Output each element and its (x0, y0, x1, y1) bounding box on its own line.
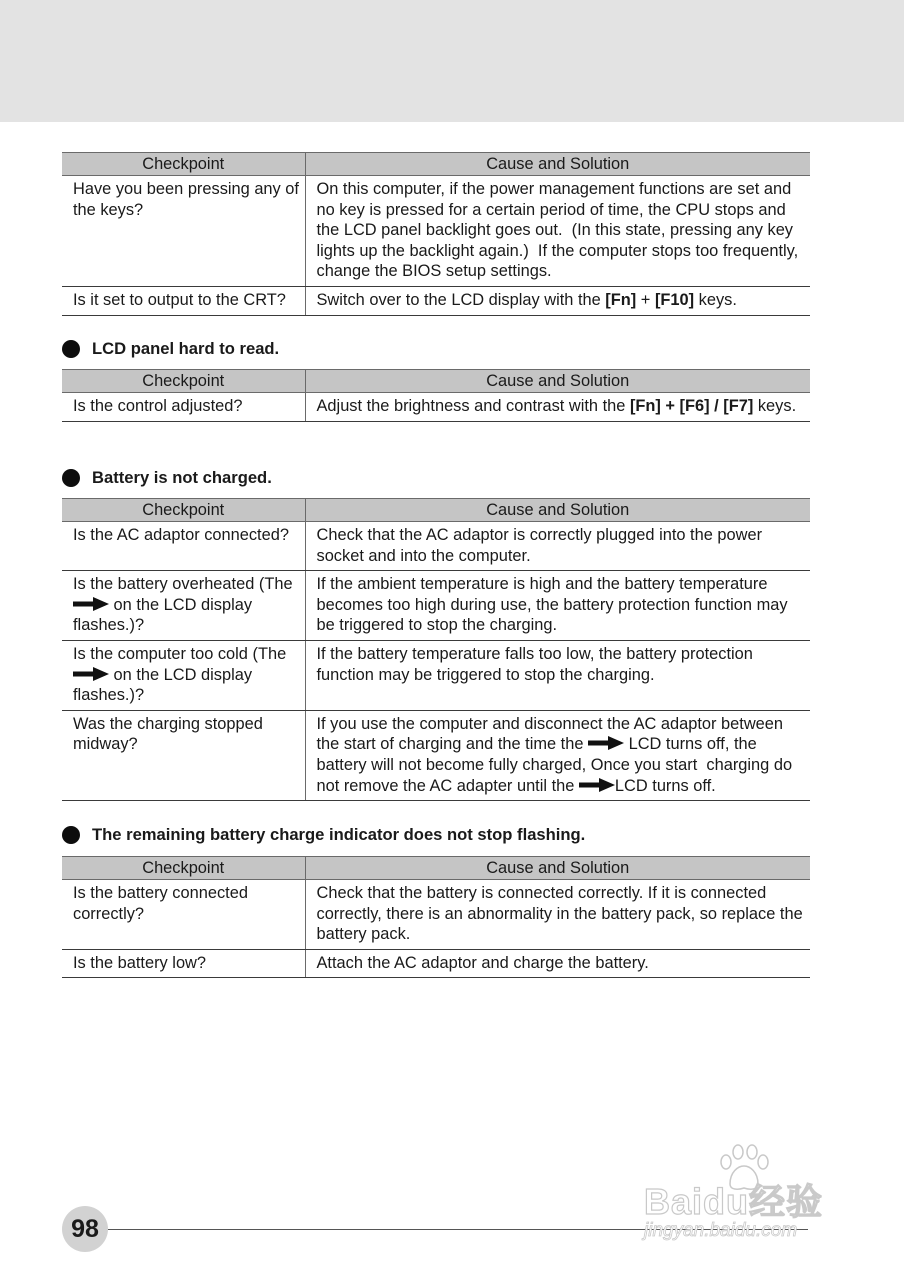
bullet-icon (62, 340, 80, 358)
checkpoint-cell: Is the computer too cold (The on the LCD display flashes.)? (62, 640, 305, 710)
checkpoint-cell: Have you been pressing any of the keys? (62, 176, 305, 287)
section-title: The remaining battery charge indicator does not stop flashing. (92, 825, 586, 844)
watermark-url: jingyan.baidu.com (644, 1220, 798, 1241)
section-title: LCD panel hard to read. (92, 339, 280, 358)
column-header-checkpoint: Checkpoint (62, 499, 305, 522)
key-label: [F10] (654, 290, 695, 309)
troubleshoot-table-lcd (62, 369, 810, 422)
table-row (62, 393, 810, 422)
battery-arrow-icon (73, 597, 109, 611)
section-heading (62, 824, 585, 846)
troubleshoot-table-battery (62, 498, 810, 801)
battery-arrow-icon (579, 778, 615, 792)
table-row (62, 949, 810, 978)
checkpoint-cell: Is the battery overheated (The on the LCD display flashes.)? (62, 571, 305, 641)
table-row (62, 571, 810, 641)
solution-cell: Check that the AC adaptor is correctly plugged into the power socket and into the computer. (305, 522, 810, 571)
checkpoint-cell: Was the charging stopped midway? (62, 710, 305, 800)
troubleshoot-table-display (62, 152, 810, 316)
column-header-checkpoint: Checkpoint (62, 370, 305, 393)
solution-cell: If you use the computer and disconnect the AC adaptor between the start of charging and the time the LCD turns off, the battery will not become fully charged, Once you start charging do not remove the AC adapter until the LCD turns off. (305, 710, 810, 800)
solution-cell: If the battery temperature falls too low, the battery protection function may be triggered to stop the charging. (305, 640, 810, 710)
watermark-logo: Baidu经验 (644, 1181, 824, 1222)
table-row (62, 176, 810, 287)
solution-cell: Adjust the brightness and contrast with the [Fn] + [F6] / [F7] keys. (305, 393, 810, 422)
table-row (62, 286, 810, 315)
bullet-icon (62, 826, 80, 844)
table-row (62, 640, 810, 710)
section-heading (62, 467, 272, 489)
battery-arrow-icon (73, 667, 109, 681)
table-row (62, 710, 810, 800)
checkpoint-cell: Is the battery connected correctly? (62, 880, 305, 950)
table-row (62, 880, 810, 950)
column-header-checkpoint: Checkpoint (62, 153, 305, 176)
column-header-cause: Cause and Solution (305, 499, 810, 522)
section-title: Battery is not charged. (92, 468, 272, 487)
key-label: [Fn] (605, 290, 637, 309)
checkpoint-cell: Is it set to output to the CRT? (62, 286, 305, 315)
baidu-watermark (640, 1144, 860, 1248)
bullet-icon (62, 469, 80, 487)
checkpoint-cell: Is the control adjusted? (62, 393, 305, 422)
column-header-checkpoint: Checkpoint (62, 857, 305, 880)
solution-cell: Attach the AC adaptor and charge the battery. (305, 949, 810, 978)
solution-cell: On this computer, if the power management functions are set and no key is pressed for a certain period of time, the CPU stops and the LCD panel backlight goes out. (In this state, pressing any key lights up the backlight again.) If the computer stops too frequently, change the BIOS setup settings. (305, 176, 810, 287)
column-header-cause: Cause and Solution (305, 370, 810, 393)
key-label: [Fn] + [F6] / [F7] (629, 397, 754, 415)
checkpoint-cell: Is the battery low? (62, 949, 305, 978)
troubleshoot-table-indicator (62, 856, 810, 978)
solution-cell: Check that the battery is connected correctly. If it is connected correctly, there is an abnormality in the battery pack, so replace the battery pack. (305, 880, 810, 950)
column-header-cause: Cause and Solution (305, 153, 810, 176)
section-heading (62, 338, 279, 360)
checkpoint-cell: Is the AC adaptor connected? (62, 522, 305, 571)
column-header-cause: Cause and Solution (305, 857, 810, 880)
solution-cell: Switch over to the LCD display with the [Fn] + [F10] keys. (305, 286, 810, 315)
top-gray-band (0, 0, 904, 122)
page-number: 98 (62, 1206, 108, 1252)
table-row (62, 522, 810, 571)
solution-cell: If the ambient temperature is high and the battery temperature becomes too high during use, the battery protection function may be triggered to stop the charging. (305, 571, 810, 641)
battery-arrow-icon (588, 736, 624, 750)
